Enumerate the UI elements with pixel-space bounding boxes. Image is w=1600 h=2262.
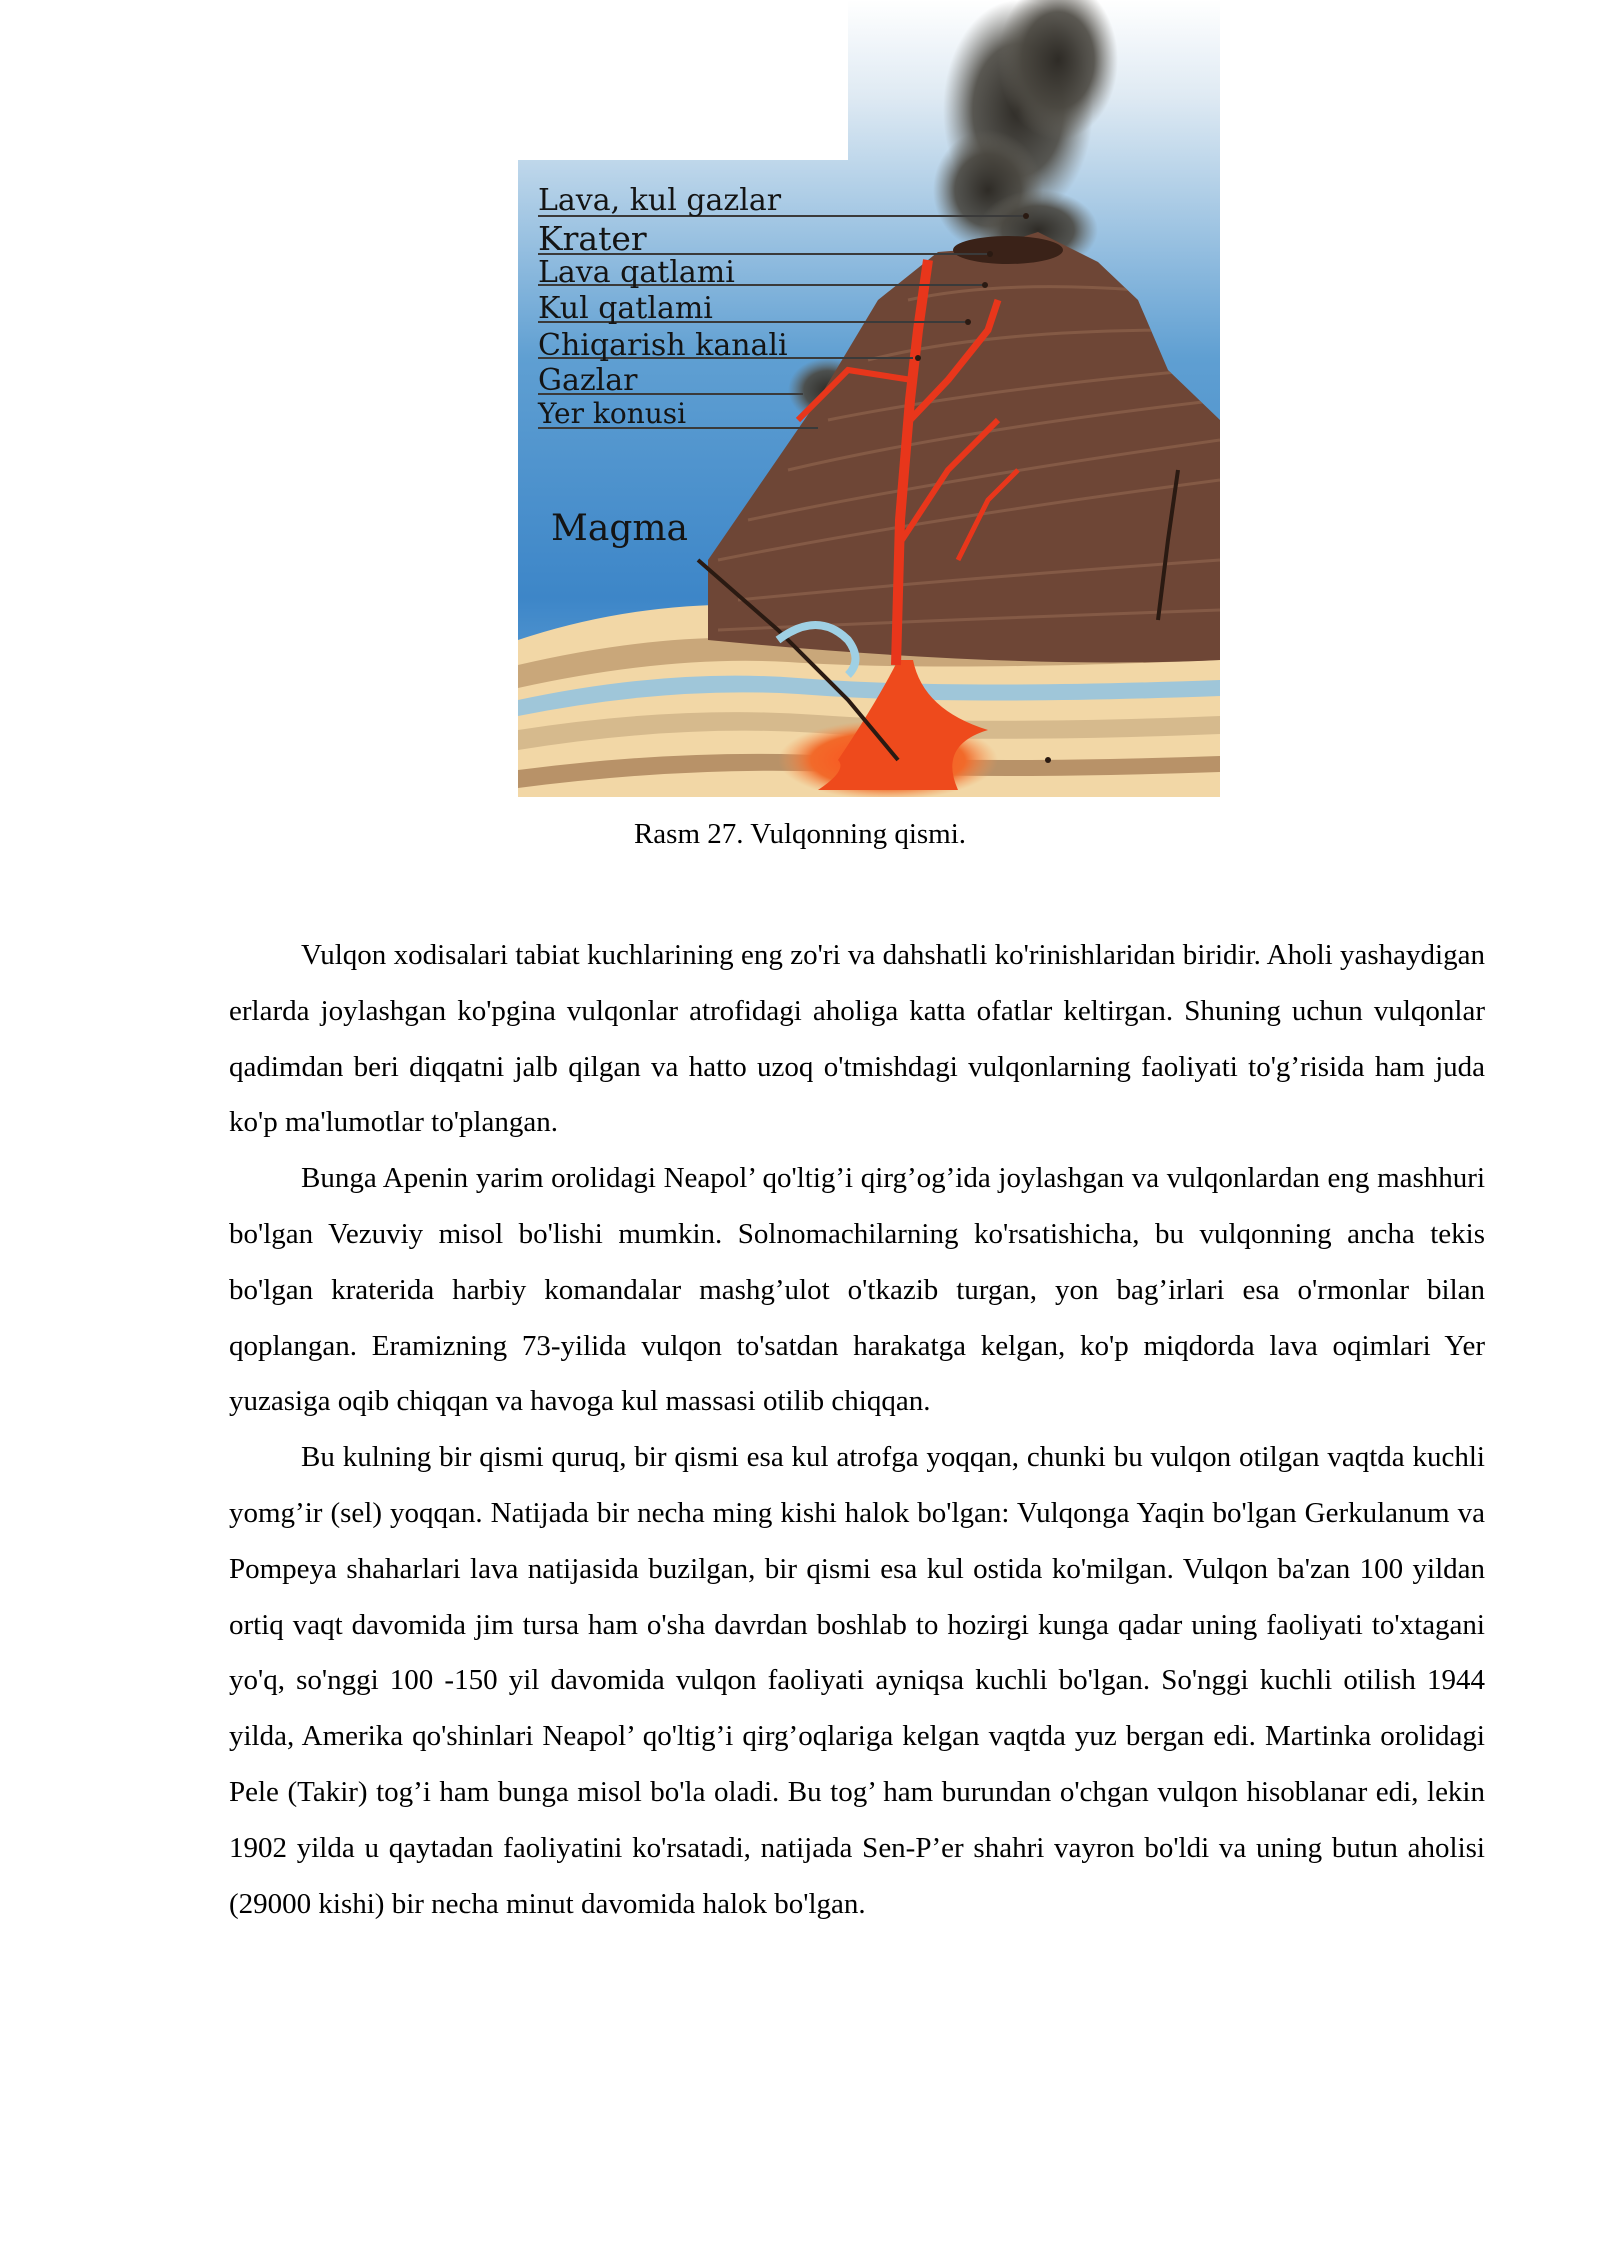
paragraph-3: Bu kulning bir qismi quruq, bir qismi esa kul atrofga yoqqan, chunki bu vulqon otilgan vaqtda kuchli yomg’ir (sel) yoqqan. Natijada bir necha ming kishi halok bo'lgan: Vulqonga Yaqin bo'lgan Gerkulanum va Pompeya shaharlari lava natijasida buzilgan, bir qismi esa kul ostida ko'milgan. Vulqon ba'zan 100 yildan ortiq vaqt davomida jim tursa ham o'sha davrdan boshlab to hozirgi kunga qadar uning faoliyati to'xtagani yo'q, so'nggi 100 -150 yil davomida vulqon faoliyati ayniqsa kuchli bo'lgan. So'nggi kuchli otilish 1944 yilda, Amerika qo'shinlari Neapol’ qo'ltig’i qirg’oqlariga kelgan vaqtda yuz bergan edi. Martinka orolidagi Pele (Takir) tog’i ham bunga misol bo'la oladi. Bu tog’ ham burundan o'chgan vulqon hisoblanar edi, lekin 1902 yilda u qaytadan faoliyatini ko'rsatadi, natijada Sen-P’er shahri vayron bo'ldi va uning butun aholisi (29000 kishi) bir necha minut davomida halok bo'lgan. xyxy=(229,1441,1485,1920)
label-krater: Krater xyxy=(538,219,647,258)
label-magma: Magma xyxy=(551,508,688,549)
paragraph-1: Vulqon xodisalari tabiat kuchlarining eng zo'ri va dahshatli ko'rinishlaridan biridir. Aholi yashaydigan erlarda joylashgan ko'pgina vulqonlar atrofidagi aholiga katta ofatlar keltirgan. Shuning uchun vulqonlar qadimdan beri diqqatni jalb qilgan va hatto uzoq o'tmishdagi vulqonlarning faoliyati to'g’risida ham juda ko'p ma'lumotlar to'plangan. xyxy=(229,939,1485,1139)
label-lava-qatlami: Lava qatlami xyxy=(538,255,735,290)
label-kul-qatlami: Kul qatlami xyxy=(538,291,713,326)
figure-caption: Rasm 27. Vulqonning qismi. xyxy=(633,818,967,850)
paragraph-2: Bunga Apenin yarim orolidagi Neapol’ qo'ltig’i qirg’og’ida joylashgan va vulqonlardan eng mashhuri bo'lgan Vezuviy misol bo'lishi mumkin. Solnomachilarning ko'rsatishicha, bu vulqonning ancha tekis bo'lgan kraterida harbiy komandalar mashg’ulot o'tkazib turgan, yon bag’irlari esa o'rmonlar bilan qoplangan. Eramizning 73-yilida vulqon to'satdan harakatga kelgan, ko'p miqdorda lava oqimlari Yer yuzasiga oqib chiqqan va havoga kul massasi otilib chiqqan. xyxy=(229,1162,1485,1418)
label-lava-kul-gazlar: Lava, kul gazlar xyxy=(538,183,782,218)
label-chiqarish-kanali: Chiqarish kanali xyxy=(538,328,788,363)
label-yer-konusi: Yer konusi xyxy=(538,397,687,430)
volcano-cross-section-illustration xyxy=(518,0,1220,797)
body-text xyxy=(229,928,1485,1932)
volcano-figure xyxy=(518,0,1220,797)
label-gazlar: Gazlar xyxy=(538,363,638,398)
